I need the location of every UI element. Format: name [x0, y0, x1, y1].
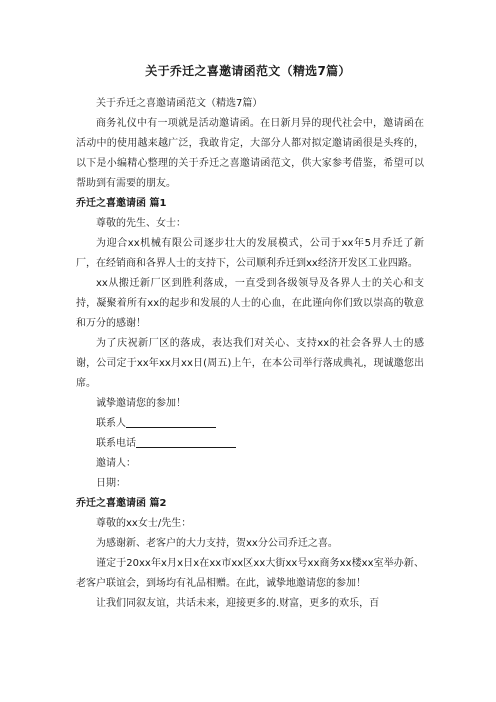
intro-paragraph: 商务礼仪中有一项就是活动邀请函。在日新月异的现代社会中，邀请函在活动中的使用越来越广泛，我敢肯定，大部分人都对拟定邀请函很是头疼的，以下是小编精心整理的关于乔迁之喜邀请函范文，供大家参考借鉴，希望可以帮助到有需要的朋友。 [76, 118, 424, 189]
section-1-paragraph-4: 诚挚邀请您的参加！ [96, 398, 186, 409]
section-2-greeting: 尊敬的xx女士/先生： [96, 518, 192, 529]
date-line: 日期： [96, 478, 126, 489]
contact-phone-blank [136, 435, 236, 448]
section-1-paragraph-3: 为了庆祝新厂区的落成，表达我们对关心、支持xx的社会各界人士的感谢，公司定于xx年xx月xx日(周五)上午，在本公司举行落成典礼，现诚邀您出席。 [76, 338, 424, 389]
section-2-paragraph-2: 谨定于20xx年x月x日x在xx市xx区xx大街xx号xx商务xx楼xx室举办新、老客户联谊会，到场均有礼品相赠。在此，诚挚地邀请您的参加！ [76, 558, 424, 589]
contact-person-label: 联系人 [96, 418, 126, 429]
contact-phone-label: 联系电话 [96, 438, 136, 449]
section-2-paragraph-3: 让我们同叙友谊，共话未来，迎接更多的.财富，更多的欢乐，百 [96, 598, 380, 609]
inviter-line: 邀请人： [96, 458, 136, 469]
section-1-greeting: 尊敬的先生、女士： [96, 218, 186, 229]
section-1-paragraph-2: xx从搬迁新厂区到胜利落成，一直受到各级领导及各界人士的关心和支持，凝聚着所有xx的起步和发展的人士的心血，在此谨向你们致以崇高的敬意和万分的感谢！ [76, 278, 424, 329]
section-1-paragraph-1: 为迎合xx机械有限公司逐步壮大的发展模式，公司于xx年5月乔迁了新厂，在经销商和各界人士的支持下，公司顺利乔迁到xx经济开发区工业四路。 [76, 238, 424, 269]
contact-person-blank [126, 415, 216, 428]
contact-person-line [76, 414, 424, 434]
document-body [76, 94, 424, 614]
section-2-paragraph-1: 为感谢新、老客户的大力支持，贺xx分公司乔迁之喜。 [96, 538, 338, 549]
document-title: 关于乔迁之喜邀请函范文（精选7篇） [145, 64, 351, 78]
section-1-heading: 乔迁之喜邀请函 篇1 [76, 198, 167, 209]
section-2-heading: 乔迁之喜邀请函 篇2 [76, 498, 167, 509]
contact-phone-line [76, 434, 424, 454]
intro-title: 关于乔迁之喜邀请函范文（精选7篇） [96, 98, 263, 109]
